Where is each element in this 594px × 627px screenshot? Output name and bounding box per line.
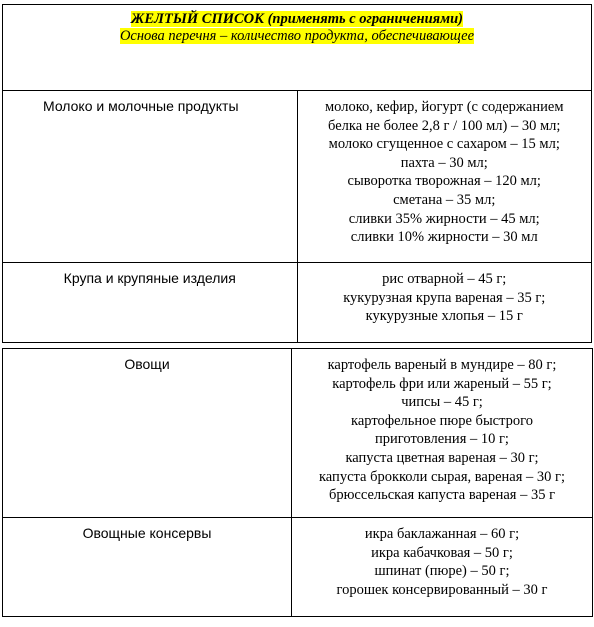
items-cell [292, 349, 593, 518]
category-cell [3, 263, 298, 343]
list-item: чипсы – 45 г; [401, 394, 483, 411]
table-row-dairy [3, 91, 592, 263]
category-label: Овощи [124, 356, 170, 372]
list-subtitle: Основа перечня – количество продукта, обеспечивающее [119, 28, 475, 44]
category-cell [3, 349, 292, 518]
list-item: картофель вареный в мундире – 80 г; [327, 357, 557, 373]
category-cell [3, 518, 292, 617]
list-item: икра баклажанная – 60 г; [364, 526, 520, 542]
list-item: рис отварной – 45 г; [382, 271, 507, 287]
list-item: брюссельская капуста вареная – 35 г [328, 487, 556, 504]
items-cell [292, 518, 593, 617]
list-item: молоко, кефир, йогурт (с содержанием [324, 99, 564, 115]
category-label: Молоко и молочные продукты [43, 98, 239, 114]
list-item: кукурузные хлопья – 15 г [365, 308, 523, 325]
items-cell [297, 91, 592, 263]
list-item: молоко сгущенное с сахаром – 15 мл; [328, 136, 560, 153]
items-cell [297, 263, 592, 343]
list-item: икра кабачковая – 50 г; [371, 544, 513, 561]
list-item: горошек консервированный – 30 г [336, 581, 548, 598]
category-label: Овощные консервы [82, 525, 212, 541]
table-row-canned-vegetables [3, 518, 593, 617]
list-item: сливки 35% жирности – 45 мл; [348, 210, 540, 227]
list-item: кукурузная крупа вареная – 35 г; [343, 289, 546, 306]
list-item: картофель фри или жареный – 55 г; [332, 375, 552, 392]
category-label: Крупа и крупяные изделия [63, 270, 236, 286]
list-title: ЖЕЛТЫЙ СПИСОК (применять с ограничениями) [131, 11, 463, 27]
list-item: картофельное пюре быстрого [351, 412, 533, 429]
list-item: сметана – 35 мл; [393, 191, 496, 208]
list-item: капуста брокколи сырая, вареная – 30 г; [318, 468, 566, 485]
category-cell [3, 91, 298, 263]
list-item: сливки 10% жирности – 30 мл [350, 229, 538, 246]
food-table-part-1 [2, 4, 592, 343]
list-item: пахта – 30 мл; [400, 154, 488, 171]
table-row-vegetables [3, 349, 593, 518]
list-item: белка не более 2,8 г / 100 мл) – 30 мл; [328, 117, 561, 134]
table-row-cereals [3, 263, 592, 343]
table-header-row [3, 5, 592, 91]
list-item: сыворотка творожная – 120 мл; [347, 173, 541, 190]
food-table-part-2 [2, 348, 593, 617]
list-item: шпинат (пюре) – 50 г; [374, 563, 510, 580]
list-item: капуста цветная вареная – 30 г; [345, 449, 539, 466]
table-header-cell [3, 5, 592, 91]
list-item: приготовления – 10 г; [375, 431, 509, 448]
